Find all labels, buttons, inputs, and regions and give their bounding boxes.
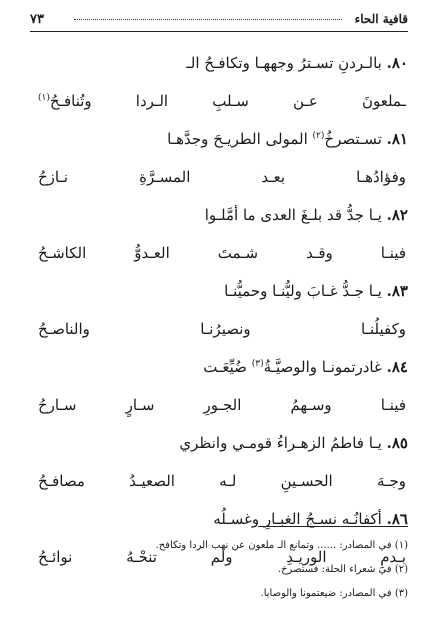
- hemistich-text: يـا جدُّ قد بلـغَ العدى ما أمَّلـوا: [204, 206, 382, 224]
- header-rule: [30, 31, 408, 32]
- verse-number: ٨٣.: [386, 282, 408, 300]
- verse-number: ٨٥.: [386, 434, 408, 452]
- verse-85-first-hemistich: [30, 424, 408, 462]
- hemistich-text: بـدمِ الوريـدِ ولم تنحْـهُ نوائـحُ: [38, 548, 406, 566]
- hemistich-text: تسـتصرخُ: [324, 130, 382, 148]
- hemistich-text-tail: ضُيِّعَـت: [203, 358, 252, 376]
- verse-number: ٨١.: [386, 130, 408, 148]
- verse-80-second-hemistich: [30, 82, 408, 120]
- page-number: ٧٣: [30, 12, 44, 27]
- verse-number: ٨٢.: [386, 206, 408, 224]
- running-header: [30, 10, 408, 30]
- hemistich-text: ـملعونَ عـن سـلبِ الـردا وتُنافـحُ: [49, 92, 406, 110]
- hemistich-text: وجـهَ الحسـينِ لـه الصعيـدُ مصافـحُ: [38, 472, 406, 490]
- verse-84-first-hemistich: [30, 348, 408, 386]
- hemistich-text: فينـا وسـهمُ الجـورِ سـارٍ سـارحُ: [38, 396, 406, 414]
- chapter-title: قافية الحاء: [354, 12, 408, 26]
- header-leader-dots: [74, 19, 342, 20]
- footnote-marker: (١): [38, 93, 50, 103]
- verse-number: ٨٦.: [386, 510, 408, 528]
- footnote-2: (٢) في شعراء الحلة: فستصرخ.: [277, 564, 408, 575]
- verse-number: ٨٠.: [386, 54, 408, 72]
- hemistich-text: غادرتمونـا والوصيَّـةُ: [263, 358, 382, 376]
- footnote-marker: (٣): [251, 359, 264, 369]
- footnote-separator: [258, 526, 408, 527]
- footnote-1: (١) في المصادر: ...... وتمانع الـ ملعون عن نهب الردا وتكافح.: [155, 540, 408, 551]
- verse-86-first-hemistich: [30, 500, 408, 538]
- hemistich-text: أكفانُـه نسـجُ الغبـارِ وغسـلُه: [213, 510, 382, 528]
- verse-81-first-hemistich: [30, 120, 408, 158]
- verse-number: ٨٤.: [386, 358, 408, 376]
- verse-81-second-hemistich: [30, 158, 408, 196]
- hemistich-text: وفؤادُهـا بعـد المسـرَّةِ نـازحُ: [38, 168, 406, 186]
- verse-84-second-hemistich: [30, 386, 408, 424]
- verse-83-first-hemistich: [30, 272, 408, 310]
- hemistich-text: يـا جـدُّ غـابَ وليُّنـا وحميُّنـا: [224, 282, 382, 300]
- verse-82-second-hemistich: [30, 234, 408, 272]
- hemistich-text: وكفيلُنـا ونصيرُنـا والناصـحُ: [38, 320, 406, 338]
- footnote-marker: (٢): [312, 131, 325, 141]
- footnote-3: (٣) في المصادر: ضيعتمونا والوصايا.: [260, 588, 408, 599]
- footnotes: [30, 534, 408, 606]
- hemistich-text: بالـردنِ تسـترُ وجههـا وتكافـحُ الـ: [186, 54, 382, 72]
- hemistich-text: يـا فاطمُ الزهـراءُ قومـي وانظري: [179, 434, 382, 452]
- poem-body: [30, 44, 408, 576]
- verse-83-second-hemistich: [30, 310, 408, 348]
- verse-82-first-hemistich: [30, 196, 408, 234]
- hemistich-text-tail: المولى الطريـحَ وجدَّهـا: [167, 130, 313, 148]
- verse-85-second-hemistich: [30, 462, 408, 500]
- hemistich-text: فينـا وقـد شـمتَ العـدوُّ الكاشـحُ: [38, 244, 406, 262]
- verse-80-first-hemistich: [30, 44, 408, 82]
